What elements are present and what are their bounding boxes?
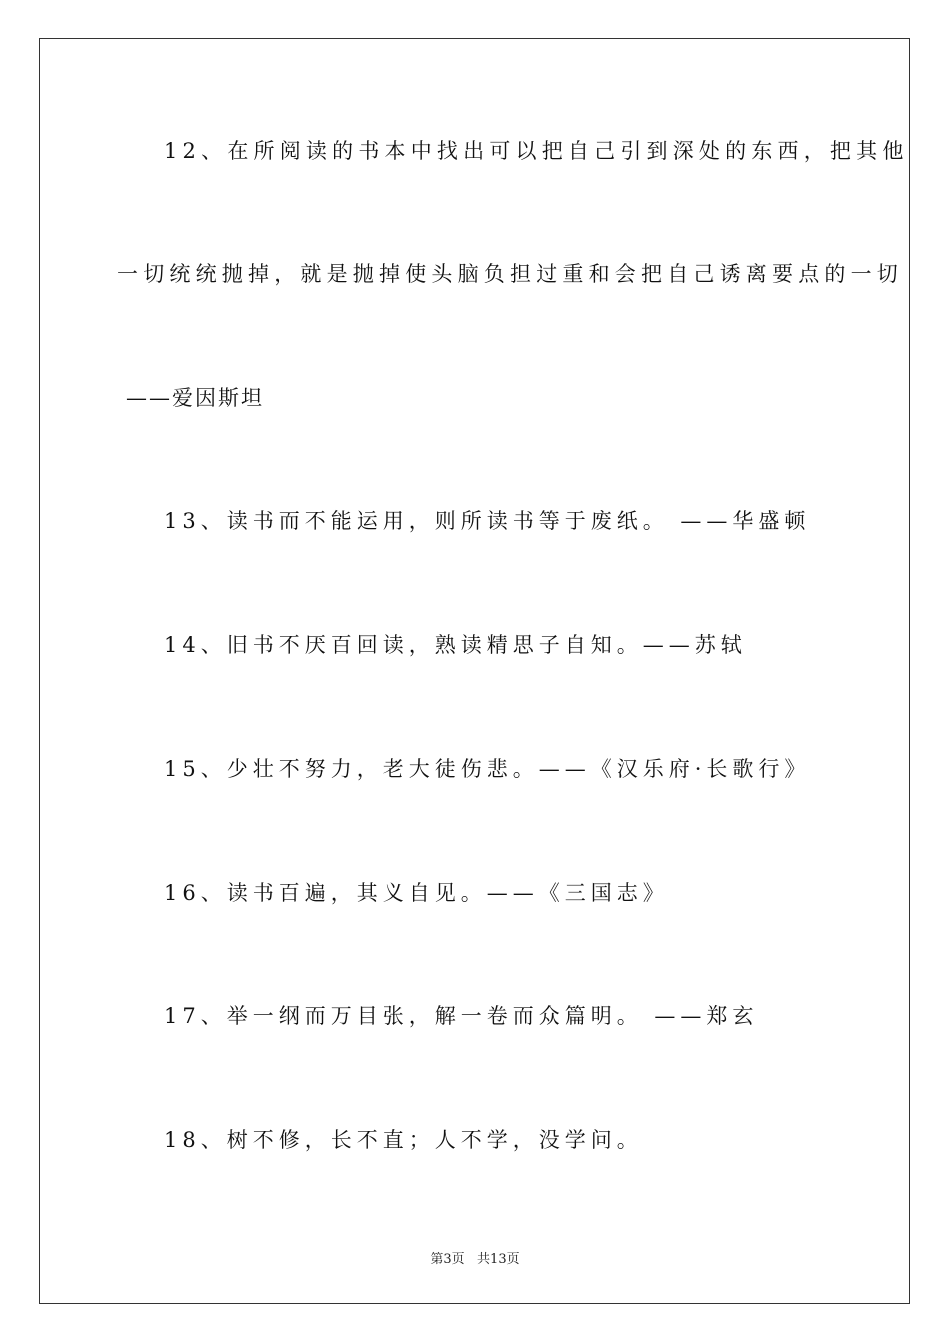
quote-18: 18、树不修，长不直；人不学，没学问。 xyxy=(164,1128,643,1152)
quote-17: 17、举一纲而万目张，解一卷而众篇明。 ——郑玄 xyxy=(164,1004,759,1028)
quote-13: 13、读书而不能运用，则所读书等于废纸。 ——华盛顿 xyxy=(164,509,811,533)
quote-16: 16、读书百遍，其义自见。——《三国志》 xyxy=(164,881,669,905)
quote-15: 15、少壮不努力，老大徒伤悲。——《汉乐府·长歌行》 xyxy=(164,757,811,781)
quote-14: 14、旧书不厌百回读，熟读精思子自知。——苏轼 xyxy=(164,633,747,657)
quote-12-line-2: 一切统统抛掉，就是抛掉使头脑负担过重和会把自己诱离要点的一切 xyxy=(117,262,903,286)
quote-12-author: ——爱因斯坦 xyxy=(126,386,264,410)
quote-12-line-1: 12、在所阅读的书本中找出可以把自己引到深处的东西，把其他 xyxy=(164,139,909,163)
page-number-footer: 第3页 共13页 xyxy=(430,1252,520,1267)
page-border xyxy=(39,38,910,1304)
